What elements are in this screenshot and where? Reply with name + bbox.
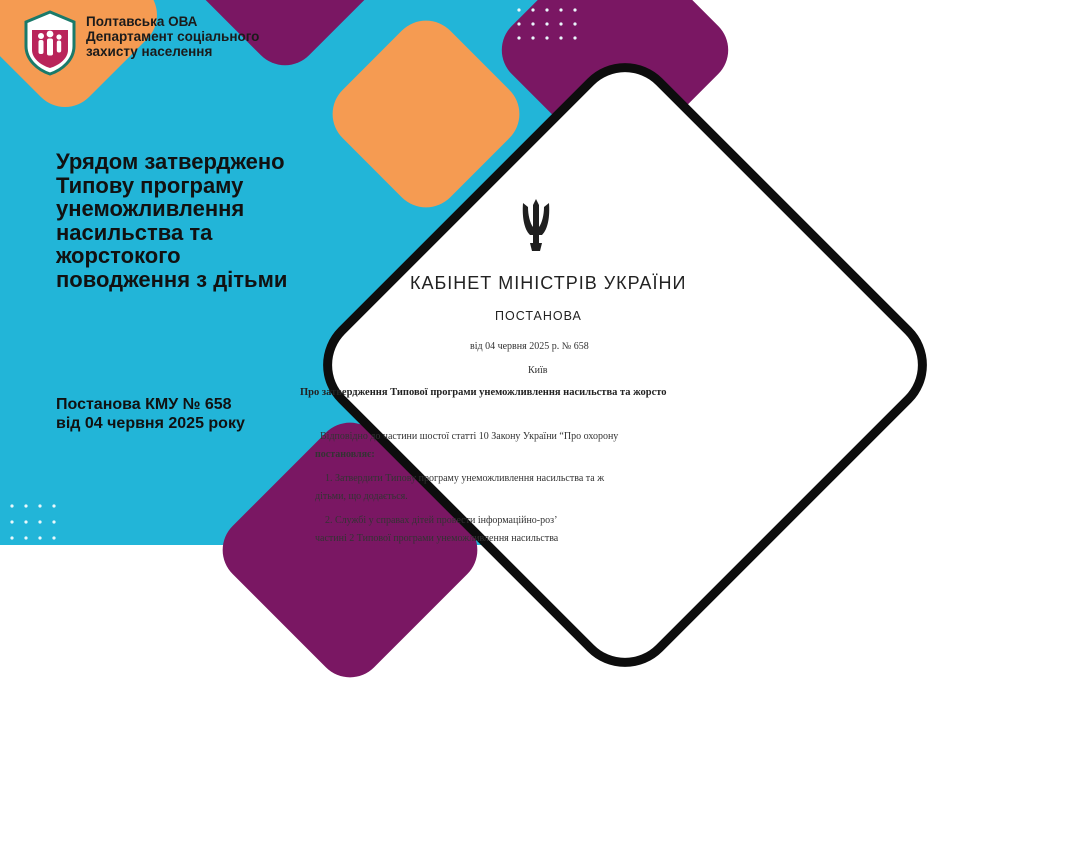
document-paragraph-2: 1. Затвердити Типову програму унеможливлення насильства та ж	[324, 473, 605, 485]
organization-line-2: Департамент соціального	[86, 29, 260, 44]
document-preview-frame	[300, 54, 936, 676]
document-paragraph-3: 2. Службі у справах дітей провести інформаційно-роз’	[325, 515, 558, 526]
document-date: від 04 червня 2025 р. № 658	[470, 341, 589, 352]
announcement-banner	[0, 0, 687, 545]
dot-grid-top-right	[515, 4, 585, 44]
trident-emblem-icon	[516, 197, 556, 253]
organization-line-1: Полтавська ОВА	[86, 14, 198, 29]
document-cabinet-title: КАБІНЕТ МІНІСТРІВ УКРАЇНИ	[410, 273, 687, 293]
document-paragraph-3-end: частині 2 Типової програми унеможливлення насильства	[314, 533, 559, 544]
headline	[56, 150, 346, 291]
headline-line-4: насильства та	[56, 219, 213, 245]
headline-line-1: Урядом затверджено	[56, 149, 285, 174]
document-city: Київ	[528, 365, 548, 376]
dot-grid-bottom-left	[8, 500, 68, 540]
decree-number: Постанова КМУ № 658	[56, 396, 232, 413]
organization-line-3: захисту населення	[86, 44, 213, 59]
organization-name	[86, 14, 259, 59]
headline-line-6: поводження з дітьми	[56, 266, 288, 292]
headline-line-2: Типову програму	[56, 172, 244, 198]
document-paragraph-1-end: постановляє:	[315, 449, 375, 460]
decree-reference	[56, 395, 245, 433]
document-title: Про затвердження Типової програми унеможливлення насильства та жорсто	[300, 387, 667, 398]
headline-line-3: унеможливлення	[56, 196, 245, 221]
document-paragraph-1: Відповідно до частини шостої статті 10 Закону України “Про охорону	[320, 431, 619, 442]
decree-date: від 04 червня 2025 року	[56, 415, 245, 432]
document-paragraph-2-end: дітьми, що додається.	[314, 491, 408, 502]
family-shield-logo-icon	[22, 10, 78, 76]
document-type: ПОСТАНОВА	[495, 309, 582, 323]
headline-line-5: жорстокого	[56, 243, 181, 268]
